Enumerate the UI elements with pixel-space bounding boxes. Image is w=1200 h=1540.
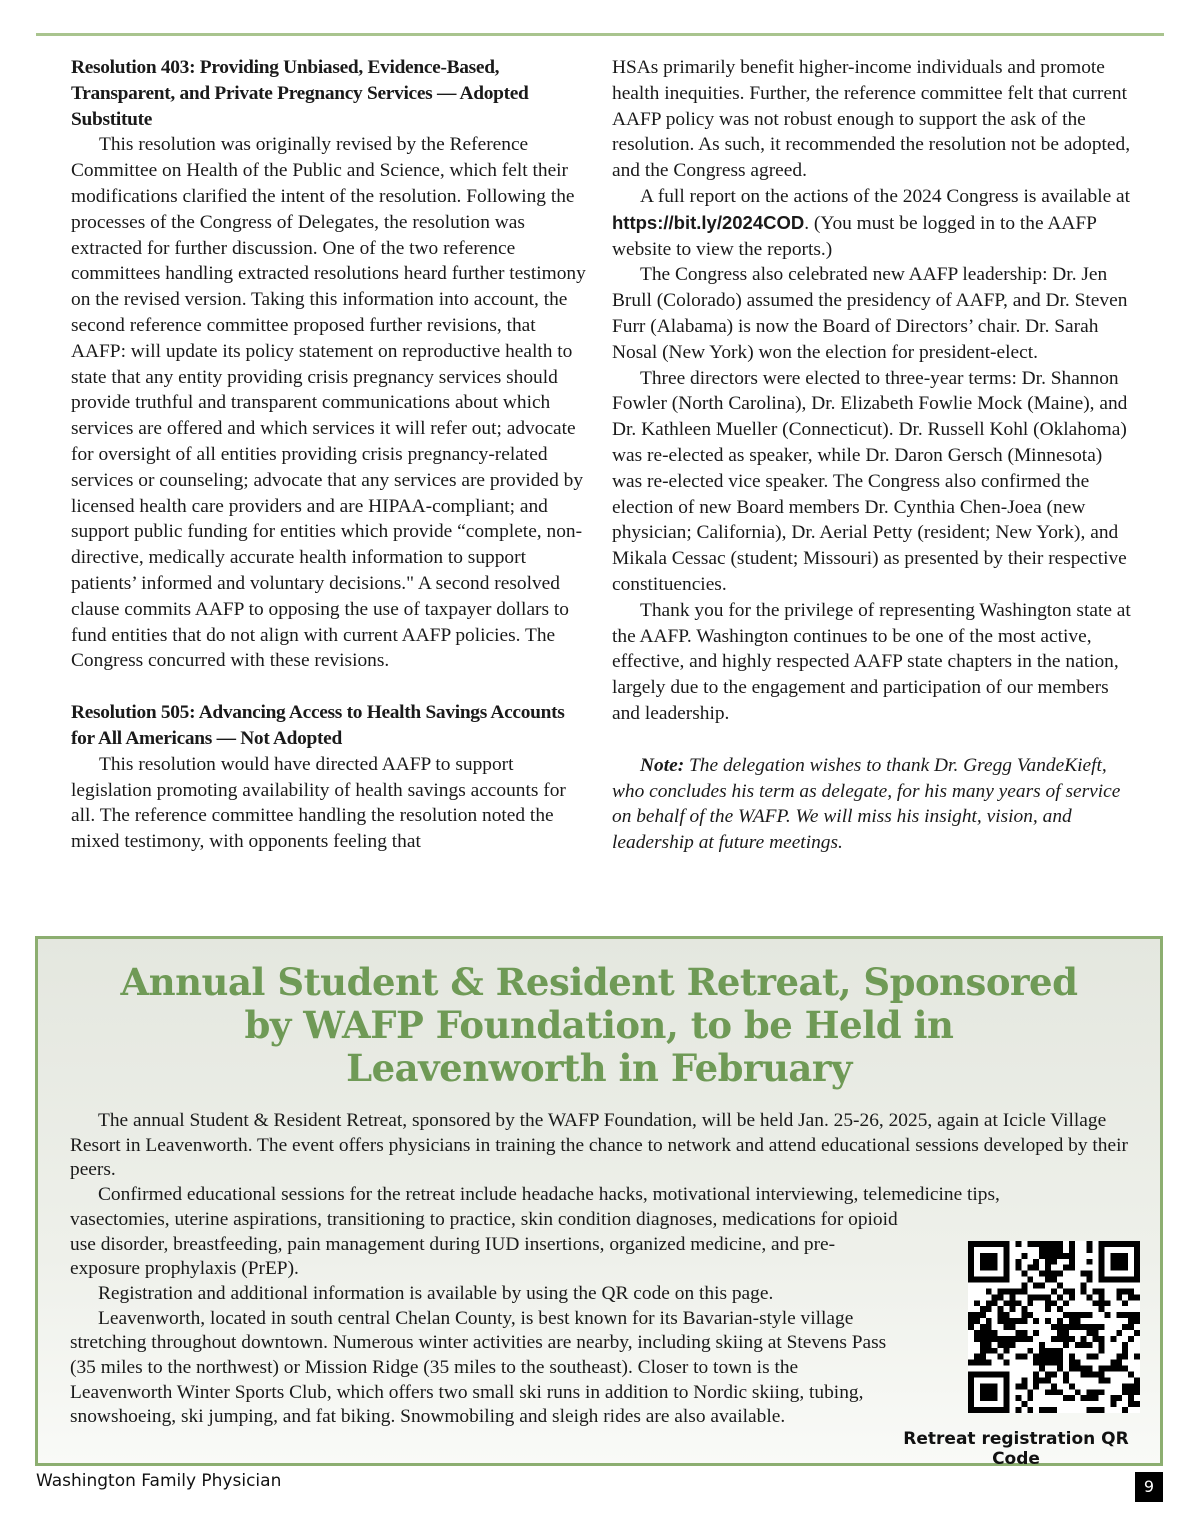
hsa-paragraph: HSAs primarily benefit higher-income individuals and promote health inequities. Further, the reference committee felt that current AAFP policy was not robust enough to support the ask of the resolution. As such, it recommended the resolution not be adopted, and the Congress agreed.	[612, 57, 1131, 182]
page-number: 9	[1135, 1472, 1163, 1502]
resolution-403-body: This resolution was originally revised by the Reference Committee on Health of the Public and Science, which felt their modifications clarified the intent of the resolution. Following the processes of the Congress of Delegates, the resolution was extracted for further discussion. One of the two reference committees handling extracted resolutions heard further testimony on the revised version. Taking this information into account, the second reference committee proposed further revisions, that AAFP: will update its policy statement on reproductive health to state that any entity providing crisis pregnancy services should provide truthful and transparent communications about which services are offered and which services it will refer out; advocate for oversight of all entities providing crisis pregnancy-related services or counseling; advocate that any services are provided by licensed health care providers and are HIPAA-compliant; and support public funding for entities which provide “complete, non-directive, medically accurate health information to support patients’ informed and voluntary decisions." A second resolved clause commits AAFP to opposing the use of taxpayer dollars to fund entities that do not align with current AAFP policies. The Congress concurred with these revisions.	[71, 134, 586, 672]
report-text-after: . (You must be logged in to the AAFP website to view the reports.)	[612, 212, 1097, 260]
note-text: The delegation wishes to thank Dr. Gregg VandeKieft, who concludes his term as delegate, for his many years of service on behalf of the WAFP. We will miss his insight, vision, and leadership at future meetings.	[612, 754, 1121, 854]
retreat-box	[35, 936, 1163, 1469]
retreat-title-line-2: by WAFP Foundation, to be Held in	[244, 1003, 954, 1047]
retreat-title	[38, 961, 1160, 1090]
retreat-paragraph-2-rest: vasectomies, uterine aspirations, transitioning to practice, skin condition diagnoses, medications for opioid use disorder, breastfeeding, pain management during IUD insertions, organized medicine, and pre-exposure prophylaxis (PrEP).	[70, 1208, 898, 1280]
qr-code[interactable]	[968, 1241, 1140, 1413]
retreat-paragraph-4: Leavenworth, located in south central Chelan County, is best known for its Bavarian-style village stretching throughout downtown. Numerous winter activities are nearby, including skiing at Stevens Pass (35 miles to the northwest) or Mission Ridge (35 miles to the southeast). Closer to town is the Leavenworth Winter Sports Club, which offers two small ski runs in addition to Nordic skiing, tubing, snowshoeing, ski jumping, and fat biking. Snowmobiling and sleigh rides are also available.	[70, 1307, 887, 1428]
retreat-paragraph-2-line-1: Confirmed educational sessions for the retreat include headache hacks, motivational interviewing, telemedicine tips,	[98, 1184, 1000, 1206]
retreat-title-line-3: Leavenworth in February	[346, 1046, 852, 1090]
top-rule	[36, 33, 1164, 36]
leadership-paragraph: The Congress also celebrated new AAFP leadership: Dr. Jen Brull (Colorado) assumed the presidency of AAFP, and Dr. Steven Furr (Alabama) is now the Board of Directors’ chair. Dr. Sarah Nosal (New York) won the election for president-elect.	[612, 264, 1128, 363]
footer-publication-name: Washington Family Physician	[36, 1471, 282, 1491]
retreat-paragraph-1: The annual Student & Resident Retreat, sponsored by the WAFP Foundation, will be held Jan. 25-26, 2025, again at Icicle Village Resort in Leavenworth. The event offers physicians in training the chance to network and attend educational sessions developed by their peers.	[70, 1110, 1128, 1181]
qr-code-graphic	[968, 1241, 1140, 1413]
note-label: Note:	[640, 754, 685, 776]
right-column	[612, 55, 1132, 856]
report-text-before: A full report on the actions of the 2024 Congress is available at	[640, 185, 1131, 207]
directors-paragraph: Three directors were elected to three-year terms: Dr. Shannon Fowler (North Carolina), Dr. Elizabeth Fowlie Mock (Maine), and Dr. Kathleen Mueller (Connecticut). Dr. Russell Kohl (Oklahoma) was re-elected as speaker, while Dr. Daron Gersch (Minnesota) was re-elected vice speaker. The Congress also confirmed the election of new Board members Dr. Cynthia Chen-Joea (new physician; California), Dr. Aerial Petty (resident; New York), and Mikala Cessac (student; Missouri) as presented by their respective constituencies.	[612, 367, 1128, 595]
report-paragraph	[612, 184, 1132, 262]
report-link[interactable]: https://bit.ly/2024COD	[612, 211, 805, 233]
resolution-403-heading: Resolution 403: Providing Unbiased, Evidence-Based, Transparent, and Private Pregnancy Services — Adopted Substitute	[71, 57, 529, 130]
resolution-505-body: This resolution would have directed AAFP to support legislation promoting availability of health savings accounts for all. The reference committee handling the resolution noted the mixed testimony, with opponents feeling that	[71, 753, 566, 853]
retreat-paragraph-3: Registration and additional information is available by using the QR code on this page.	[98, 1282, 774, 1304]
thanks-paragraph: Thank you for the privilege of representing Washington state at the AAFP. Washington continues to be one of the most active, effective, and highly respected AAFP state chapters in the nation, largely due to the engagement and participation of our members and leadership.	[612, 599, 1131, 724]
resolution-505-heading: Resolution 505: Advancing Access to Health Savings Accounts for All Americans — Not Adopted	[71, 702, 565, 749]
retreat-title-line-1: Annual Student & Resident Retreat, Sponsored	[120, 960, 1078, 1004]
left-column	[71, 55, 591, 855]
delegation-note	[612, 753, 1132, 856]
qr-caption: Retreat registration QR Code	[903, 1429, 1129, 1469]
